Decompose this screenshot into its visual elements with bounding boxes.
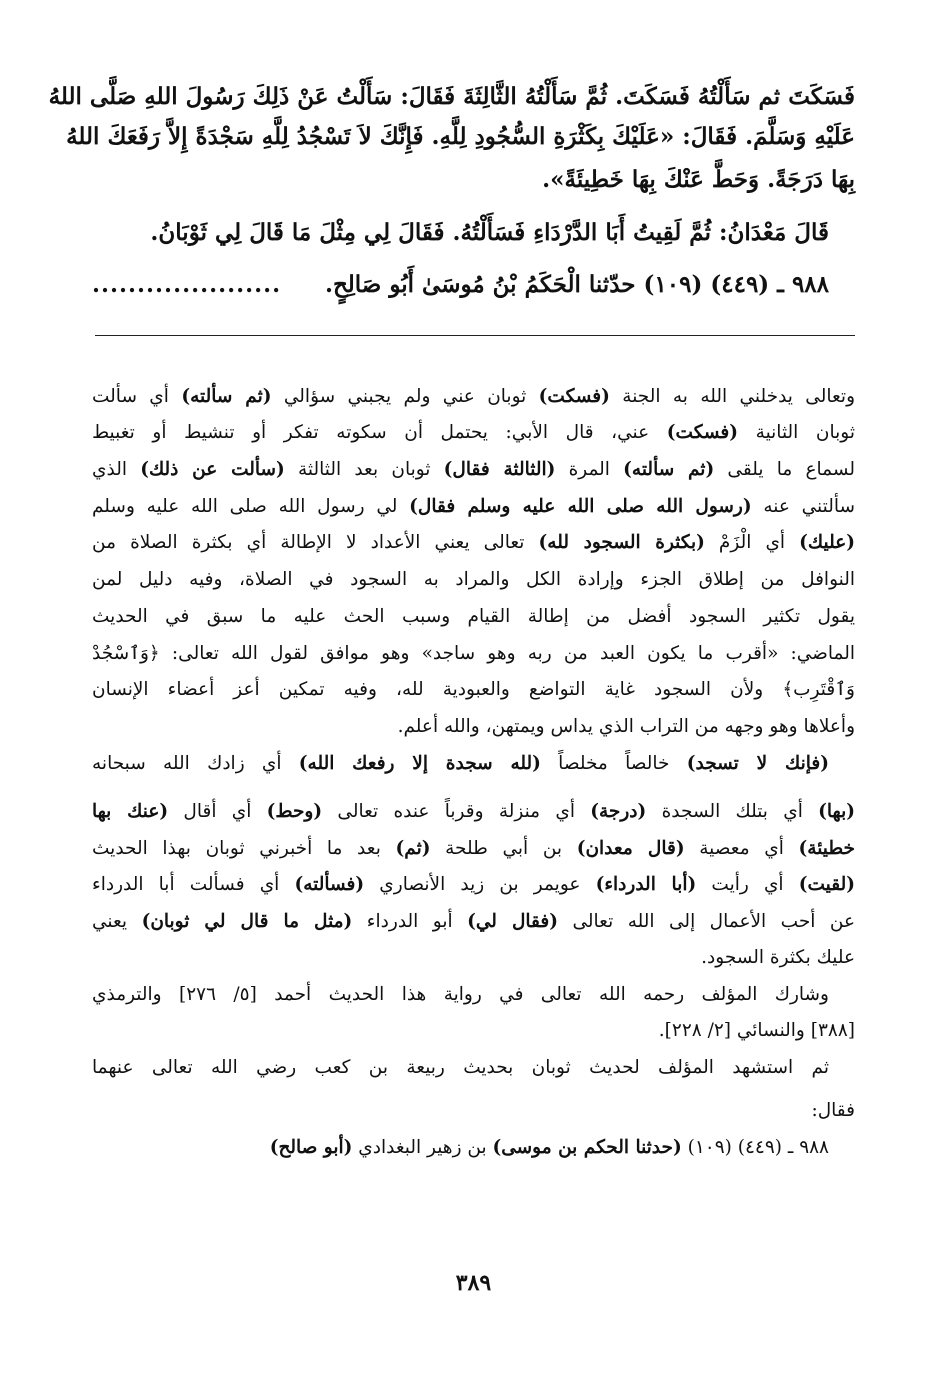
quoted-term: (فسألته)	[294, 874, 365, 895]
quoted-term: (ثم سألته)	[181, 386, 272, 407]
commentary-line	[92, 747, 855, 781]
commentary-text: عويمر بن زيد الأنصاري	[364, 874, 596, 895]
quoted-term: خطيئة)	[798, 838, 855, 859]
commentary-text: ثوبان الثانية	[738, 422, 855, 443]
commentary-line	[92, 795, 855, 829]
commentary-line	[92, 978, 855, 1012]
quoted-term: (عليك)	[799, 532, 855, 553]
quoted-term: (الثالثة فقال)	[443, 459, 556, 480]
commentary-text: أي منزلة وقرباً عنده تعالى	[322, 801, 591, 822]
main-text-line: قَالَ مَعْدَانُ: ثُمَّ لَقِيتُ أَبَا الدَّرْدَاءِ فَسَأَلْتُهُ. فَقَالَ لِي مِثْلَ مَا قَالَ لِي ثَوْبَانُ.	[150, 219, 829, 246]
commentary-line	[92, 380, 855, 414]
commentary-text: المرة	[555, 459, 624, 480]
commentary-text: بعد ما أخبرني ثوبان بهذا الحديث	[92, 838, 396, 859]
commentary-line	[92, 1014, 855, 1048]
quoted-term: (فسكت)	[538, 386, 610, 407]
commentary-text: سألتني عنه	[751, 496, 855, 517]
commentary-text: يعني	[92, 911, 142, 932]
commentary-text: أي رأيت	[696, 874, 799, 895]
quoted-term: (حدثنا الحكم بن موسى)	[492, 1137, 682, 1158]
commentary-text: وَٱقْتَرِب﴾ ولأن السجود غاية التواضع والعبودية لله، وفيه تمكين أعز أعضاء الإنسان	[92, 679, 855, 700]
commentary-text: ٩٨٨ ـ (٤٤٩) (١٠٩)	[681, 1137, 829, 1158]
quoted-term: (لله سجدة إلا رفعك الله)	[298, 753, 541, 774]
commentary-line	[92, 673, 855, 707]
commentary-text: أي سألت	[92, 386, 182, 407]
commentary-text: بن أبي طلحة	[430, 838, 577, 859]
commentary-line	[92, 526, 855, 560]
quoted-term: (وحط)	[266, 801, 323, 822]
commentary-line	[92, 416, 855, 450]
commentary-line	[92, 563, 855, 597]
commentary-text: لسماع ما يلقى	[714, 459, 855, 480]
commentary-line	[92, 832, 855, 866]
commentary-text: وأعلاها وهو وجهه من التراب الذي يداس ويمتهن، والله أعلم.	[397, 716, 855, 737]
commentary-line	[92, 868, 855, 902]
commentary-text: [٣٨٨] والنسائي [٢/ ٢٢٨].	[658, 1020, 855, 1041]
dotted-leader: .....................	[92, 271, 282, 298]
commentary-text: وتعالى يدخلني الله به الجنة	[609, 386, 856, 407]
commentary-text: ثوبان بعد الثالثة	[284, 459, 444, 480]
commentary-text: الماضي: «أقرب ما يكون العبد من ربه وهو ساجد» وهو موافق لقول الله تعالى: ﴿وَٱسْجُدْ	[92, 643, 855, 664]
quoted-term: (عنك بها	[92, 801, 169, 822]
commentary-text: عليك بكثرة السجود.	[701, 947, 855, 968]
commentary-text: عن أحب الأعمال إلى الله تعالى	[558, 911, 856, 932]
quoted-term: (ثم سألته)	[623, 459, 715, 480]
quoted-term: (أبو صالح)	[269, 1137, 353, 1158]
commentary-text: يقول تكثير السجود أفضل من إطالة القيام وسبب الحث عليه ما سبق في الحديث	[92, 606, 855, 627]
quoted-term: (أبا الدرداء)	[595, 874, 697, 895]
quoted-term: (بها)	[818, 801, 855, 822]
commentary-line	[92, 710, 855, 744]
commentary-text: أي أقال	[168, 801, 267, 822]
commentary-line	[92, 941, 855, 975]
quoted-term: (سألت عن ذلك)	[140, 459, 285, 480]
commentary-text: أي فسألت أبا الدرداء	[92, 874, 295, 895]
quoted-term: (قال معدان)	[576, 838, 685, 859]
hadith-heading-line	[92, 265, 855, 305]
commentary-text: أبو الدرداء	[352, 911, 468, 932]
commentary-line	[92, 637, 855, 671]
main-text-line: بِهَا دَرَجَةً. وَحَطَّ عَنْكَ بِهَا خَطِيئَةً».	[542, 166, 855, 193]
commentary-text: تعالى يعني الأعداد لا الإطالة أي بكثرة الصلاة من	[92, 532, 539, 553]
commentary-text: وشارك المؤلف رحمه الله تعالى في رواية هذا الحديث أحمد [٥/ ٢٧٦] والترمذي	[92, 984, 829, 1005]
quoted-term: (فسكت)	[666, 422, 739, 443]
commentary-text: النوافل من إطلاق الجزء وإرادة الكل والمراد به السجود في الصلاة، وفيه دليل لمن	[92, 569, 855, 590]
page-number: ٣٨٩	[455, 1270, 492, 1296]
quoted-term: (ثم)	[395, 838, 431, 859]
footnote-divider	[95, 335, 855, 336]
commentary-line	[92, 1094, 855, 1128]
commentary-line	[92, 1131, 855, 1165]
quoted-term: (درجة)	[590, 801, 647, 822]
commentary-text: أي زادك الله سبحانه	[92, 753, 299, 774]
commentary-line	[92, 1051, 855, 1085]
quoted-term: (بكثرة السجود لله)	[538, 532, 705, 553]
quoted-term: (رسول الله صلى الله عليه وسلم فقال)	[409, 496, 752, 517]
commentary-text: فقال:	[811, 1100, 855, 1121]
main-text-line: عَلَيْهِ وَسَلَّمَ. فَقَالَ: «عَلَيْكَ بِكَثْرَةِ السُّجُودِ لِلَّهِ. فَإِنَّكَ لاَ تَسْجُدُ لِلَّهِ سَجْدَةً إِلاَّ رَفَعَكَ اللهُ	[66, 123, 855, 150]
commentary-text: أي الْزَمْ	[704, 532, 800, 553]
commentary-line	[92, 905, 855, 939]
commentary-text: خالصاً مخلصاً	[540, 753, 687, 774]
commentary-line	[92, 453, 855, 487]
commentary-text: أي معصية	[684, 838, 799, 859]
commentary-line	[92, 490, 855, 524]
commentary-text: أي بتلك السجدة	[646, 801, 819, 822]
quoted-term: (فإنك لا تسجد)	[686, 753, 829, 774]
commentary-text: عني، قال الأبي: يحتمل أن سكوته تفكر أو تنشيط أو تغبيط	[92, 422, 667, 443]
commentary-text: بن زهير البغدادي	[352, 1137, 493, 1158]
commentary-text: الذي	[92, 459, 141, 480]
quoted-term: (فقال لي)	[467, 911, 558, 932]
main-text-line: فَسَكَتَ ثم سَأَلْتُهُ فَسَكَتَ. ثُمَّ سَأَلْتُهُ الثَّالِثَةَ فَقَالَ: سَأَلْتُ عَنْ ذَلِكَ رَسُولَ اللهِ صَلَّى اللهُ	[48, 83, 855, 110]
commentary-text: ثم استشهد المؤلف لحديث ثوبان بحديث ربيعة بن كعب رضي الله تعالى عنهما	[92, 1057, 829, 1078]
commentary-text: ثوبان عني ولم يجبني سؤالي	[271, 386, 539, 407]
hadith-heading: ٩٨٨ ـ (٤٤٩) (١٠٩) حدّثنا الْحَكَمُ بْنُ مُوسَىٰ أَبُو صَالِحٍ.	[324, 271, 829, 298]
commentary-line	[92, 600, 855, 634]
quoted-term: (لقيت)	[798, 874, 855, 895]
commentary-text: لي رسول الله صلى الله عليه وسلم	[92, 496, 410, 517]
quoted-term: (مثل ما قال لي ثوبان)	[141, 911, 353, 932]
